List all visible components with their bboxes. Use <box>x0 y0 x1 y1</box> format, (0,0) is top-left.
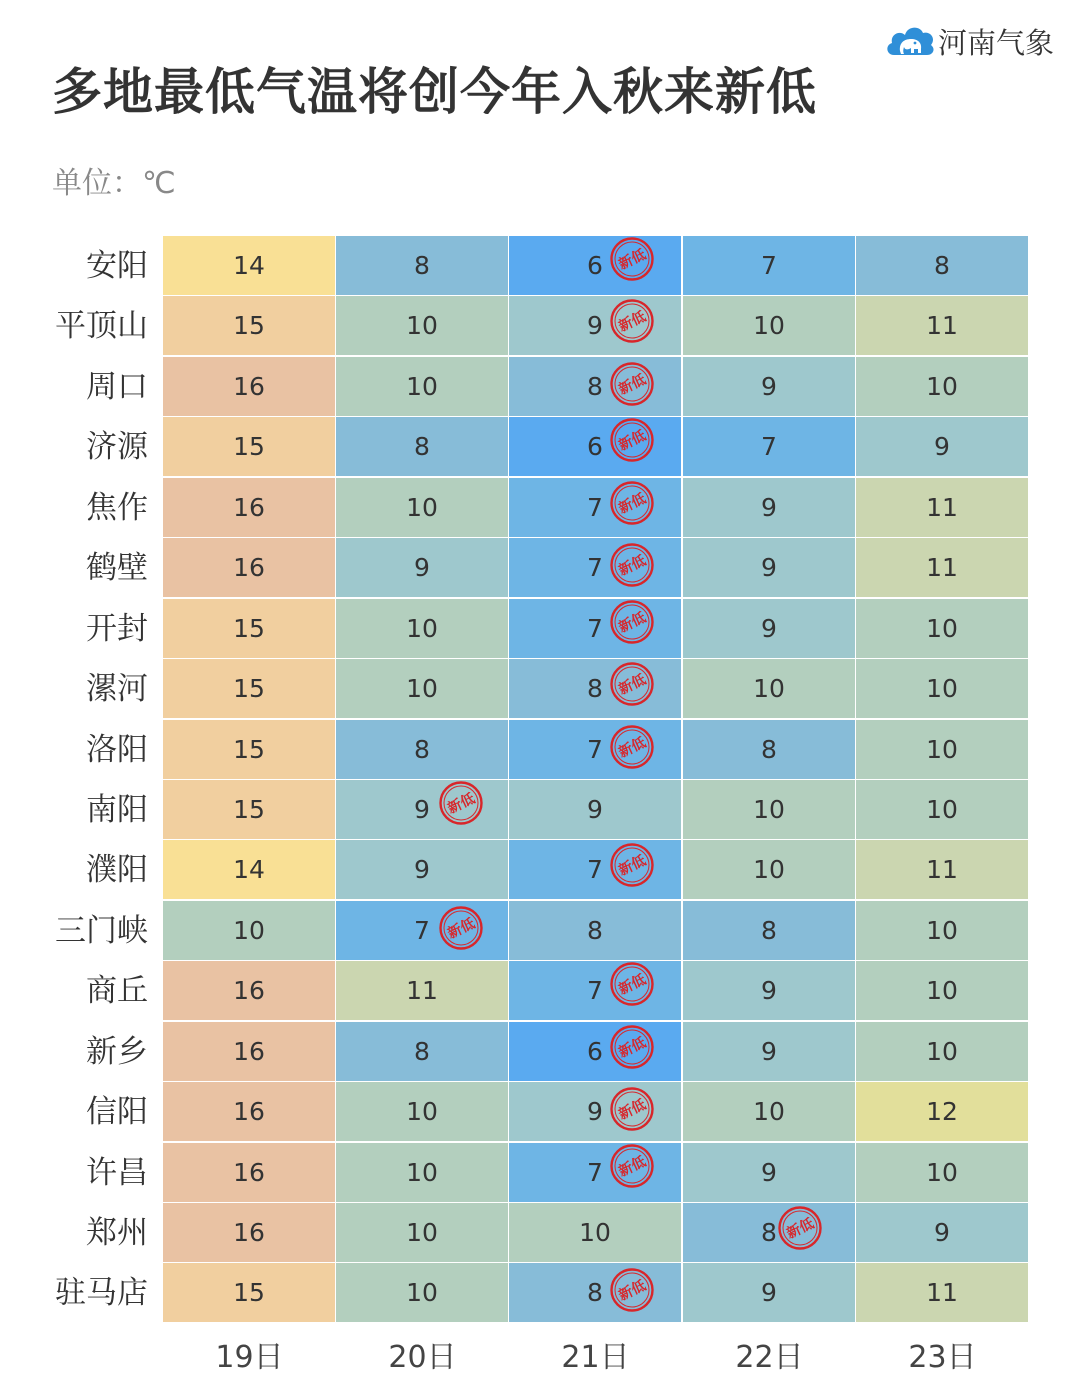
new-low-stamp-text: 新低 <box>784 1215 817 1243</box>
heatmap-cell: 6 <box>509 1022 681 1081</box>
new-low-stamp-text: 新低 <box>616 490 649 517</box>
new-low-stamp-text: 新低 <box>616 1278 649 1305</box>
new-low-stamp <box>438 780 484 826</box>
new-low-stamp-text: 新低 <box>616 972 649 999</box>
new-low-stamp <box>609 542 655 588</box>
new-low-stamp-text: 新低 <box>616 671 649 699</box>
heatmap-cell: 9 <box>336 780 508 839</box>
heatmap-cell: 14 <box>163 236 335 295</box>
heatmap-cell: 15 <box>163 296 335 355</box>
heatmap-cell: 11 <box>856 840 1028 899</box>
row-label: 商丘 <box>86 973 148 1010</box>
row-label: 三门峡 <box>55 912 148 949</box>
heatmap-cell: 10 <box>683 296 855 355</box>
row-label: 周口 <box>86 368 148 405</box>
heatmap-cell: 10 <box>163 901 335 960</box>
row-label: 鹤壁 <box>86 550 148 587</box>
heatmap-cell: 10 <box>856 780 1028 839</box>
new-low-stamp-text: 新低 <box>616 609 649 636</box>
heatmap-cell: 14 <box>163 840 335 899</box>
heatmap-cell: 8 <box>683 1203 855 1262</box>
heatmap-cell: 10 <box>683 1082 855 1141</box>
heatmap-cell: 9 <box>683 357 855 416</box>
column-label: 22日 <box>735 1340 804 1375</box>
row-label: 开封 <box>86 610 148 647</box>
heatmap-cell: 16 <box>163 1022 335 1081</box>
new-low-stamp <box>609 1267 655 1313</box>
heatmap-cell: 8 <box>336 1022 508 1081</box>
heatmap-cell: 16 <box>163 538 335 597</box>
heatmap-cell: 15 <box>163 780 335 839</box>
heatmap-cell: 15 <box>163 659 335 718</box>
heatmap-cell: 8 <box>336 720 508 779</box>
new-low-stamp-text: 新低 <box>616 246 649 274</box>
new-low-stamp <box>609 298 655 344</box>
heatmap-cell: 11 <box>336 961 508 1020</box>
heatmap-cell: 11 <box>856 538 1028 597</box>
new-low-stamp-text: 新低 <box>445 915 478 942</box>
new-low-stamp-text: 新低 <box>616 1153 649 1180</box>
column-label: 20日 <box>388 1340 457 1375</box>
new-low-stamp-text: 新低 <box>445 790 478 818</box>
new-low-stamp <box>609 961 655 1007</box>
new-low-stamp <box>609 842 655 888</box>
heatmap-cell: 10 <box>856 659 1028 718</box>
heatmap-cell: 8 <box>509 1263 681 1322</box>
new-low-stamp-text: 新低 <box>616 552 649 580</box>
heatmap-cell: 10 <box>509 1203 681 1262</box>
new-low-stamp <box>609 724 655 770</box>
new-low-stamp <box>609 361 655 407</box>
heatmap-cell: 10 <box>336 478 508 537</box>
heatmap-cell: 7 <box>683 236 855 295</box>
row-label: 焦作 <box>86 489 148 526</box>
heatmap-cell: 7 <box>509 599 681 658</box>
heatmap-cell: 9 <box>683 1263 855 1322</box>
heatmap-cell: 9 <box>509 296 681 355</box>
row-label: 信阳 <box>86 1094 148 1131</box>
heatmap-cell: 10 <box>336 659 508 718</box>
heatmap-cell: 10 <box>856 357 1028 416</box>
heatmap-cell: 10 <box>336 599 508 658</box>
new-low-stamp-text: 新低 <box>616 1034 649 1061</box>
heatmap-cell: 10 <box>336 1203 508 1262</box>
new-low-stamp <box>609 417 655 463</box>
heatmap-cell: 16 <box>163 1203 335 1262</box>
unit-label: 单位：℃ <box>52 166 176 201</box>
heatmap-cell: 9 <box>509 780 681 839</box>
heatmap-cell: 10 <box>856 901 1028 960</box>
row-label: 洛阳 <box>86 731 148 768</box>
heatmap-cell: 10 <box>856 1143 1028 1202</box>
heatmap-cell: 10 <box>683 659 855 718</box>
new-low-stamp-text: 新低 <box>616 1096 649 1124</box>
heatmap-cell: 9 <box>509 1082 681 1141</box>
new-low-stamp <box>609 599 655 645</box>
row-label: 新乡 <box>86 1033 148 1070</box>
heatmap-cell: 9 <box>683 1143 855 1202</box>
heatmap-cell: 10 <box>856 961 1028 1020</box>
heatmap-cell: 11 <box>856 478 1028 537</box>
row-label: 郑州 <box>86 1215 148 1252</box>
heatmap-cell: 16 <box>163 478 335 537</box>
heatmap-cell: 10 <box>336 1263 508 1322</box>
heatmap-cell: 15 <box>163 599 335 658</box>
new-low-stamp <box>609 1143 655 1189</box>
column-label: 23日 <box>908 1340 977 1375</box>
new-low-stamp <box>609 661 655 707</box>
heatmap-cell: 8 <box>336 417 508 476</box>
heatmap-cell: 9 <box>683 1022 855 1081</box>
heatmap-cell: 10 <box>336 357 508 416</box>
heatmap-cell: 15 <box>163 417 335 476</box>
heatmap-cell: 7 <box>509 478 681 537</box>
heatmap-cell: 9 <box>856 1203 1028 1262</box>
heatmap-cell: 7 <box>336 901 508 960</box>
new-low-stamp <box>609 236 655 282</box>
heatmap-cell: 9 <box>856 417 1028 476</box>
heatmap-cell: 9 <box>336 538 508 597</box>
heatmap-cell: 8 <box>509 659 681 718</box>
row-label: 南阳 <box>86 791 148 828</box>
heatmap-cell: 7 <box>683 417 855 476</box>
row-label: 漯河 <box>86 671 148 708</box>
new-low-stamp <box>609 1086 655 1132</box>
heatmap-cell: 7 <box>509 961 681 1020</box>
heatmap-cell: 9 <box>683 538 855 597</box>
heatmap-cell: 16 <box>163 1143 335 1202</box>
heatmap-cell: 16 <box>163 1082 335 1141</box>
heatmap-cell: 8 <box>683 901 855 960</box>
new-low-stamp <box>609 480 655 526</box>
heatmap-cell: 8 <box>509 901 681 960</box>
heatmap-cell: 12 <box>856 1082 1028 1141</box>
row-label: 安阳 <box>86 248 148 284</box>
new-low-stamp-text: 新低 <box>616 371 649 398</box>
heatmap-cell: 9 <box>683 478 855 537</box>
heatmap-cell: 6 <box>509 236 681 295</box>
new-low-stamp-text: 新低 <box>616 428 649 455</box>
column-label: 21日 <box>561 1340 630 1375</box>
heatmap-cell: 11 <box>856 296 1028 355</box>
row-label: 濮阳 <box>86 852 148 889</box>
heatmap-cell: 7 <box>509 720 681 779</box>
heatmap-cell: 9 <box>683 961 855 1020</box>
heatmap-cell: 10 <box>336 1143 508 1202</box>
column-label: 19日 <box>215 1340 284 1375</box>
chart-title: 多地最低气温将创今年入秋来新低 <box>52 63 817 121</box>
heatmap-cell: 10 <box>856 720 1028 779</box>
new-low-stamp-text: 新低 <box>616 734 649 761</box>
heatmap-cell: 7 <box>509 1143 681 1202</box>
heatmap-cell: 10 <box>856 1022 1028 1081</box>
row-label: 平顶山 <box>55 308 148 345</box>
new-low-stamp <box>438 905 484 951</box>
heatmap-cell: 8 <box>336 236 508 295</box>
heatmap-cell: 10 <box>683 840 855 899</box>
heatmap-cell: 7 <box>509 840 681 899</box>
heatmap-cell: 15 <box>163 1263 335 1322</box>
brand-name: 河南气象 <box>938 25 1055 60</box>
new-low-stamp <box>777 1205 823 1251</box>
heatmap-cell: 9 <box>683 599 855 658</box>
heatmap-cell: 10 <box>683 780 855 839</box>
heatmap-cell: 10 <box>336 1082 508 1141</box>
new-low-stamp-text: 新低 <box>616 309 649 336</box>
heatmap-cell: 6 <box>509 417 681 476</box>
heatmap-cell: 10 <box>856 599 1028 658</box>
new-low-stamp-text: 新低 <box>616 853 649 880</box>
heatmap-cell: 15 <box>163 720 335 779</box>
heatmap-cell: 8 <box>509 357 681 416</box>
heatmap-cell: 7 <box>509 538 681 597</box>
heatmap-cell: 16 <box>163 357 335 416</box>
new-low-stamp <box>609 1024 655 1070</box>
heatmap-cell: 8 <box>683 720 855 779</box>
heatmap-cell: 9 <box>336 840 508 899</box>
heatmap-cell: 11 <box>856 1263 1028 1322</box>
heatmap-cell: 10 <box>336 296 508 355</box>
row-label: 济源 <box>86 429 148 466</box>
row-label: 驻马店 <box>55 1275 148 1312</box>
heatmap-cell: 8 <box>856 236 1028 295</box>
row-label: 许昌 <box>86 1154 148 1191</box>
heatmap-cell: 16 <box>163 961 335 1020</box>
